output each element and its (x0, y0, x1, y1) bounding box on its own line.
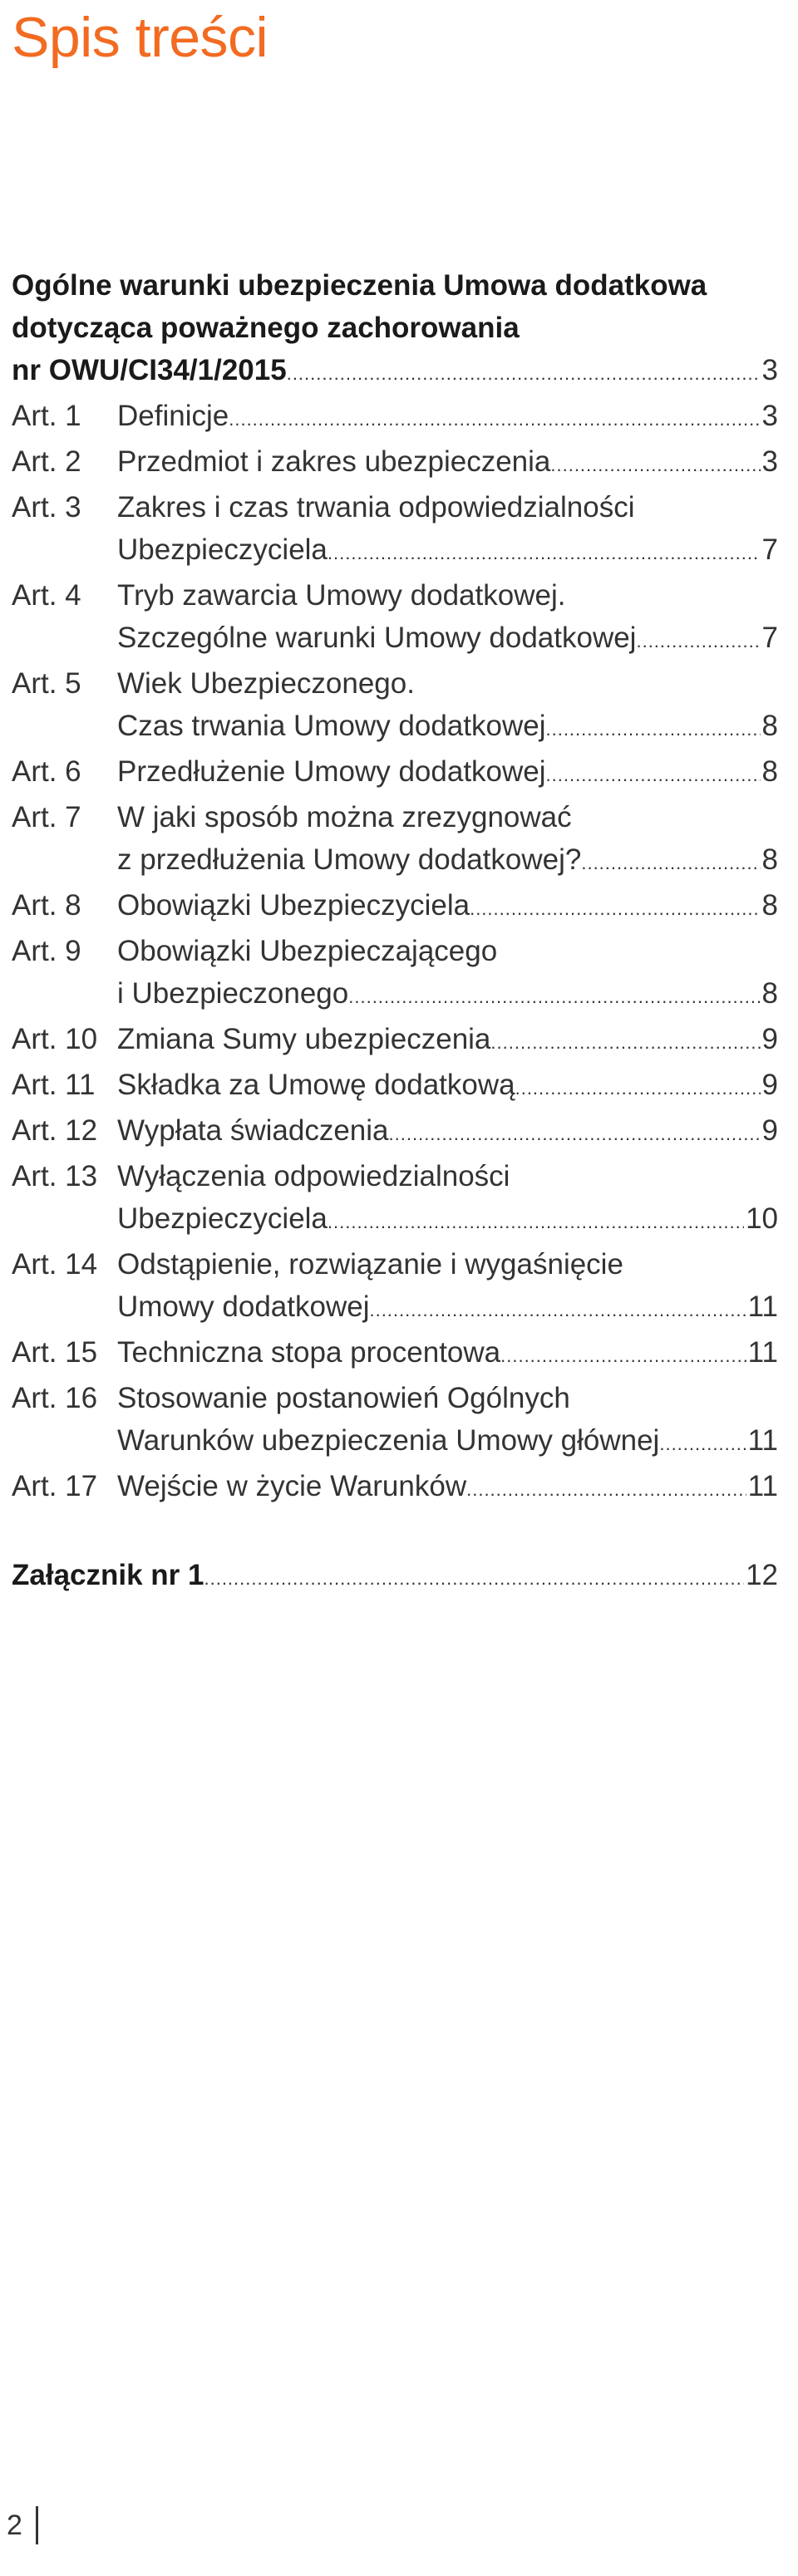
toc-entry[interactable] (12, 1109, 778, 1155)
leader-dots (348, 976, 760, 1018)
toc-entry-number: Art. 9 (12, 935, 81, 967)
toc-entry-title-line: Techniczna stopa procentowa (117, 1336, 501, 1369)
toc-entry-title-line: Obowiązki Ubezpieczyciela (117, 889, 470, 922)
toc-entry[interactable] (12, 1064, 778, 1109)
toc-page-number: 9 (761, 1114, 778, 1147)
toc-page-number: 9 (761, 1069, 778, 1101)
leader-dots (229, 398, 760, 440)
toc-entry-number: Art. 2 (12, 445, 81, 478)
toc-entry[interactable] (12, 574, 778, 662)
leader-dots (500, 1335, 746, 1377)
table-of-contents (12, 264, 778, 1600)
toc-entry[interactable] (12, 1243, 778, 1331)
toc-page-number: 8 (761, 889, 778, 922)
toc-entry-number: Art. 17 (12, 1470, 98, 1502)
page-number: 2 (7, 2509, 22, 2541)
toc-page-number: 7 (761, 533, 778, 566)
leader-dots (204, 1557, 744, 1600)
toc-entry-title-line: Składka za Umowę dodatkową (117, 1069, 515, 1101)
leader-dots (581, 842, 760, 884)
toc-entry[interactable] (12, 930, 778, 1018)
toc-entry-title-line: Stosowanie postanowień Ogólnych (117, 1382, 570, 1414)
toc-page-number: 8 (761, 755, 778, 788)
leader-dots (515, 1067, 761, 1109)
leader-dots (369, 1289, 746, 1331)
toc-entry-number: Art. 3 (12, 491, 81, 524)
toc-entry-number: Art. 6 (12, 755, 81, 788)
toc-entry-number: Art. 13 (12, 1160, 98, 1192)
toc-entry-title-line: W jaki sposób można zrezygnować (117, 801, 572, 833)
toc-entry-number: Art. 8 (12, 889, 81, 922)
page-title: Spis treści (12, 6, 268, 69)
toc-entry-title-line: z przedłużenia Umowy dodatkowej? (117, 843, 582, 876)
toc-entry-title-line: Zmiana Sumy ubezpieczenia (117, 1023, 491, 1055)
toc-entry-title-line: Odstąpienie, rozwiązanie i wygaśnięcie (117, 1248, 623, 1281)
toc-heading-line-1: Ogólne warunki ubezpieczenia Umowa dodatkowa (12, 269, 707, 302)
leader-dots (550, 444, 760, 486)
toc-entry-title-line: Obowiązki Ubezpieczającego (117, 935, 498, 967)
toc-entry-title-line: Ubezpieczyciela (117, 1202, 328, 1235)
toc-entry-title-line: Zakres i czas trwania odpowiedzialności (117, 491, 635, 524)
toc-entry[interactable] (12, 884, 778, 930)
toc-page-number: 3 (761, 354, 778, 386)
toc-entry-title: Załącznik nr 1 (12, 1559, 204, 1591)
leader-dots (659, 1423, 746, 1465)
toc-entry-number: Art. 16 (12, 1382, 98, 1414)
toc-entry-title-line: Wyłączenia odpowiedzialności (117, 1160, 510, 1192)
toc-entry-title-line: Definicje (117, 400, 229, 432)
toc-entry[interactable] (12, 796, 778, 884)
toc-page-number: 8 (761, 977, 778, 1010)
toc-entry-number: Art. 11 (12, 1069, 96, 1101)
toc-entry-title-line: Wiek Ubezpieczonego. (117, 667, 415, 700)
leader-dots (389, 1113, 761, 1155)
toc-page-number: 12 (746, 1559, 778, 1591)
toc-entry-title-line: Wypłata świadczenia (117, 1114, 389, 1147)
leader-dots (470, 887, 760, 930)
toc-entry-title-line: Szczególne warunki Umowy dodatkowej (117, 622, 637, 654)
leader-dots (545, 708, 760, 750)
toc-page-number: 10 (746, 1202, 778, 1235)
toc-entry[interactable] (12, 486, 778, 574)
toc-heading-line-3: nr OWU/CI34/1/2015 (12, 354, 287, 386)
leader-dots (328, 532, 761, 574)
toc-entry[interactable] (12, 1465, 778, 1511)
toc-entry-number: Art. 10 (12, 1023, 98, 1055)
toc-page-number: 11 (747, 1424, 778, 1457)
page-footer (7, 2506, 38, 2544)
leader-dots (636, 620, 760, 662)
toc-heading-entry[interactable] (12, 349, 778, 395)
toc-entry-number: Art. 4 (12, 579, 81, 612)
toc-entry-number: Art. 14 (12, 1248, 98, 1281)
toc-page-number: 3 (761, 400, 778, 432)
toc-entry-number: Art. 7 (12, 801, 81, 833)
toc-page-number: 11 (747, 1336, 778, 1369)
toc-page-number: 8 (761, 843, 778, 876)
toc-entry-number: Art. 15 (12, 1336, 98, 1369)
toc-entry-attachment[interactable] (12, 1554, 778, 1600)
toc-entry-number: Art. 5 (12, 667, 81, 700)
leader-dots (328, 1201, 744, 1243)
toc-entry[interactable] (12, 395, 778, 440)
toc-entry-number: Art. 12 (12, 1114, 98, 1147)
toc-page-number: 8 (761, 710, 778, 742)
toc-page-number: 9 (761, 1023, 778, 1055)
toc-entry[interactable] (12, 662, 778, 750)
toc-page-number: 7 (761, 622, 778, 654)
toc-entry-title-line: i Ubezpieczonego (117, 977, 349, 1010)
toc-heading (12, 264, 778, 349)
leader-dots (466, 1468, 746, 1511)
leader-dots (287, 352, 761, 395)
toc-entry-title-line: Ubezpieczyciela (117, 533, 328, 566)
toc-heading-line-2: dotycząca poważnego zachorowania (12, 312, 520, 344)
toc-page-number: 11 (747, 1290, 778, 1323)
leader-dots (546, 754, 761, 796)
toc-entries (12, 395, 778, 1511)
toc-entry-title-line: Warunków ubezpieczenia Umowy głównej (117, 1424, 660, 1457)
toc-entry[interactable] (12, 1018, 778, 1064)
toc-entry-title-line: Czas trwania Umowy dodatkowej (117, 710, 546, 742)
toc-entry-title-line: Tryb zawarcia Umowy dodatkowej. (117, 579, 566, 612)
toc-entry-title-line: Umowy dodatkowej (117, 1290, 370, 1323)
toc-entry[interactable] (12, 440, 778, 486)
toc-page-number: 3 (761, 445, 778, 478)
leader-dots (490, 1021, 760, 1064)
toc-entry[interactable] (12, 750, 778, 796)
toc-entry-title-line: Przedmiot i zakres ubezpieczenia (117, 445, 551, 478)
toc-entry-title-line: Wejście w życie Warunków (117, 1470, 467, 1502)
footer-divider (36, 2506, 38, 2544)
toc-entry[interactable] (12, 1331, 778, 1377)
toc-entry[interactable] (12, 1377, 778, 1465)
toc-entry-title-line: Przedłużenie Umowy dodatkowej (117, 755, 546, 788)
toc-entry[interactable] (12, 1155, 778, 1243)
toc-page-number: 11 (747, 1470, 778, 1502)
toc-entry-number: Art. 1 (12, 400, 81, 432)
